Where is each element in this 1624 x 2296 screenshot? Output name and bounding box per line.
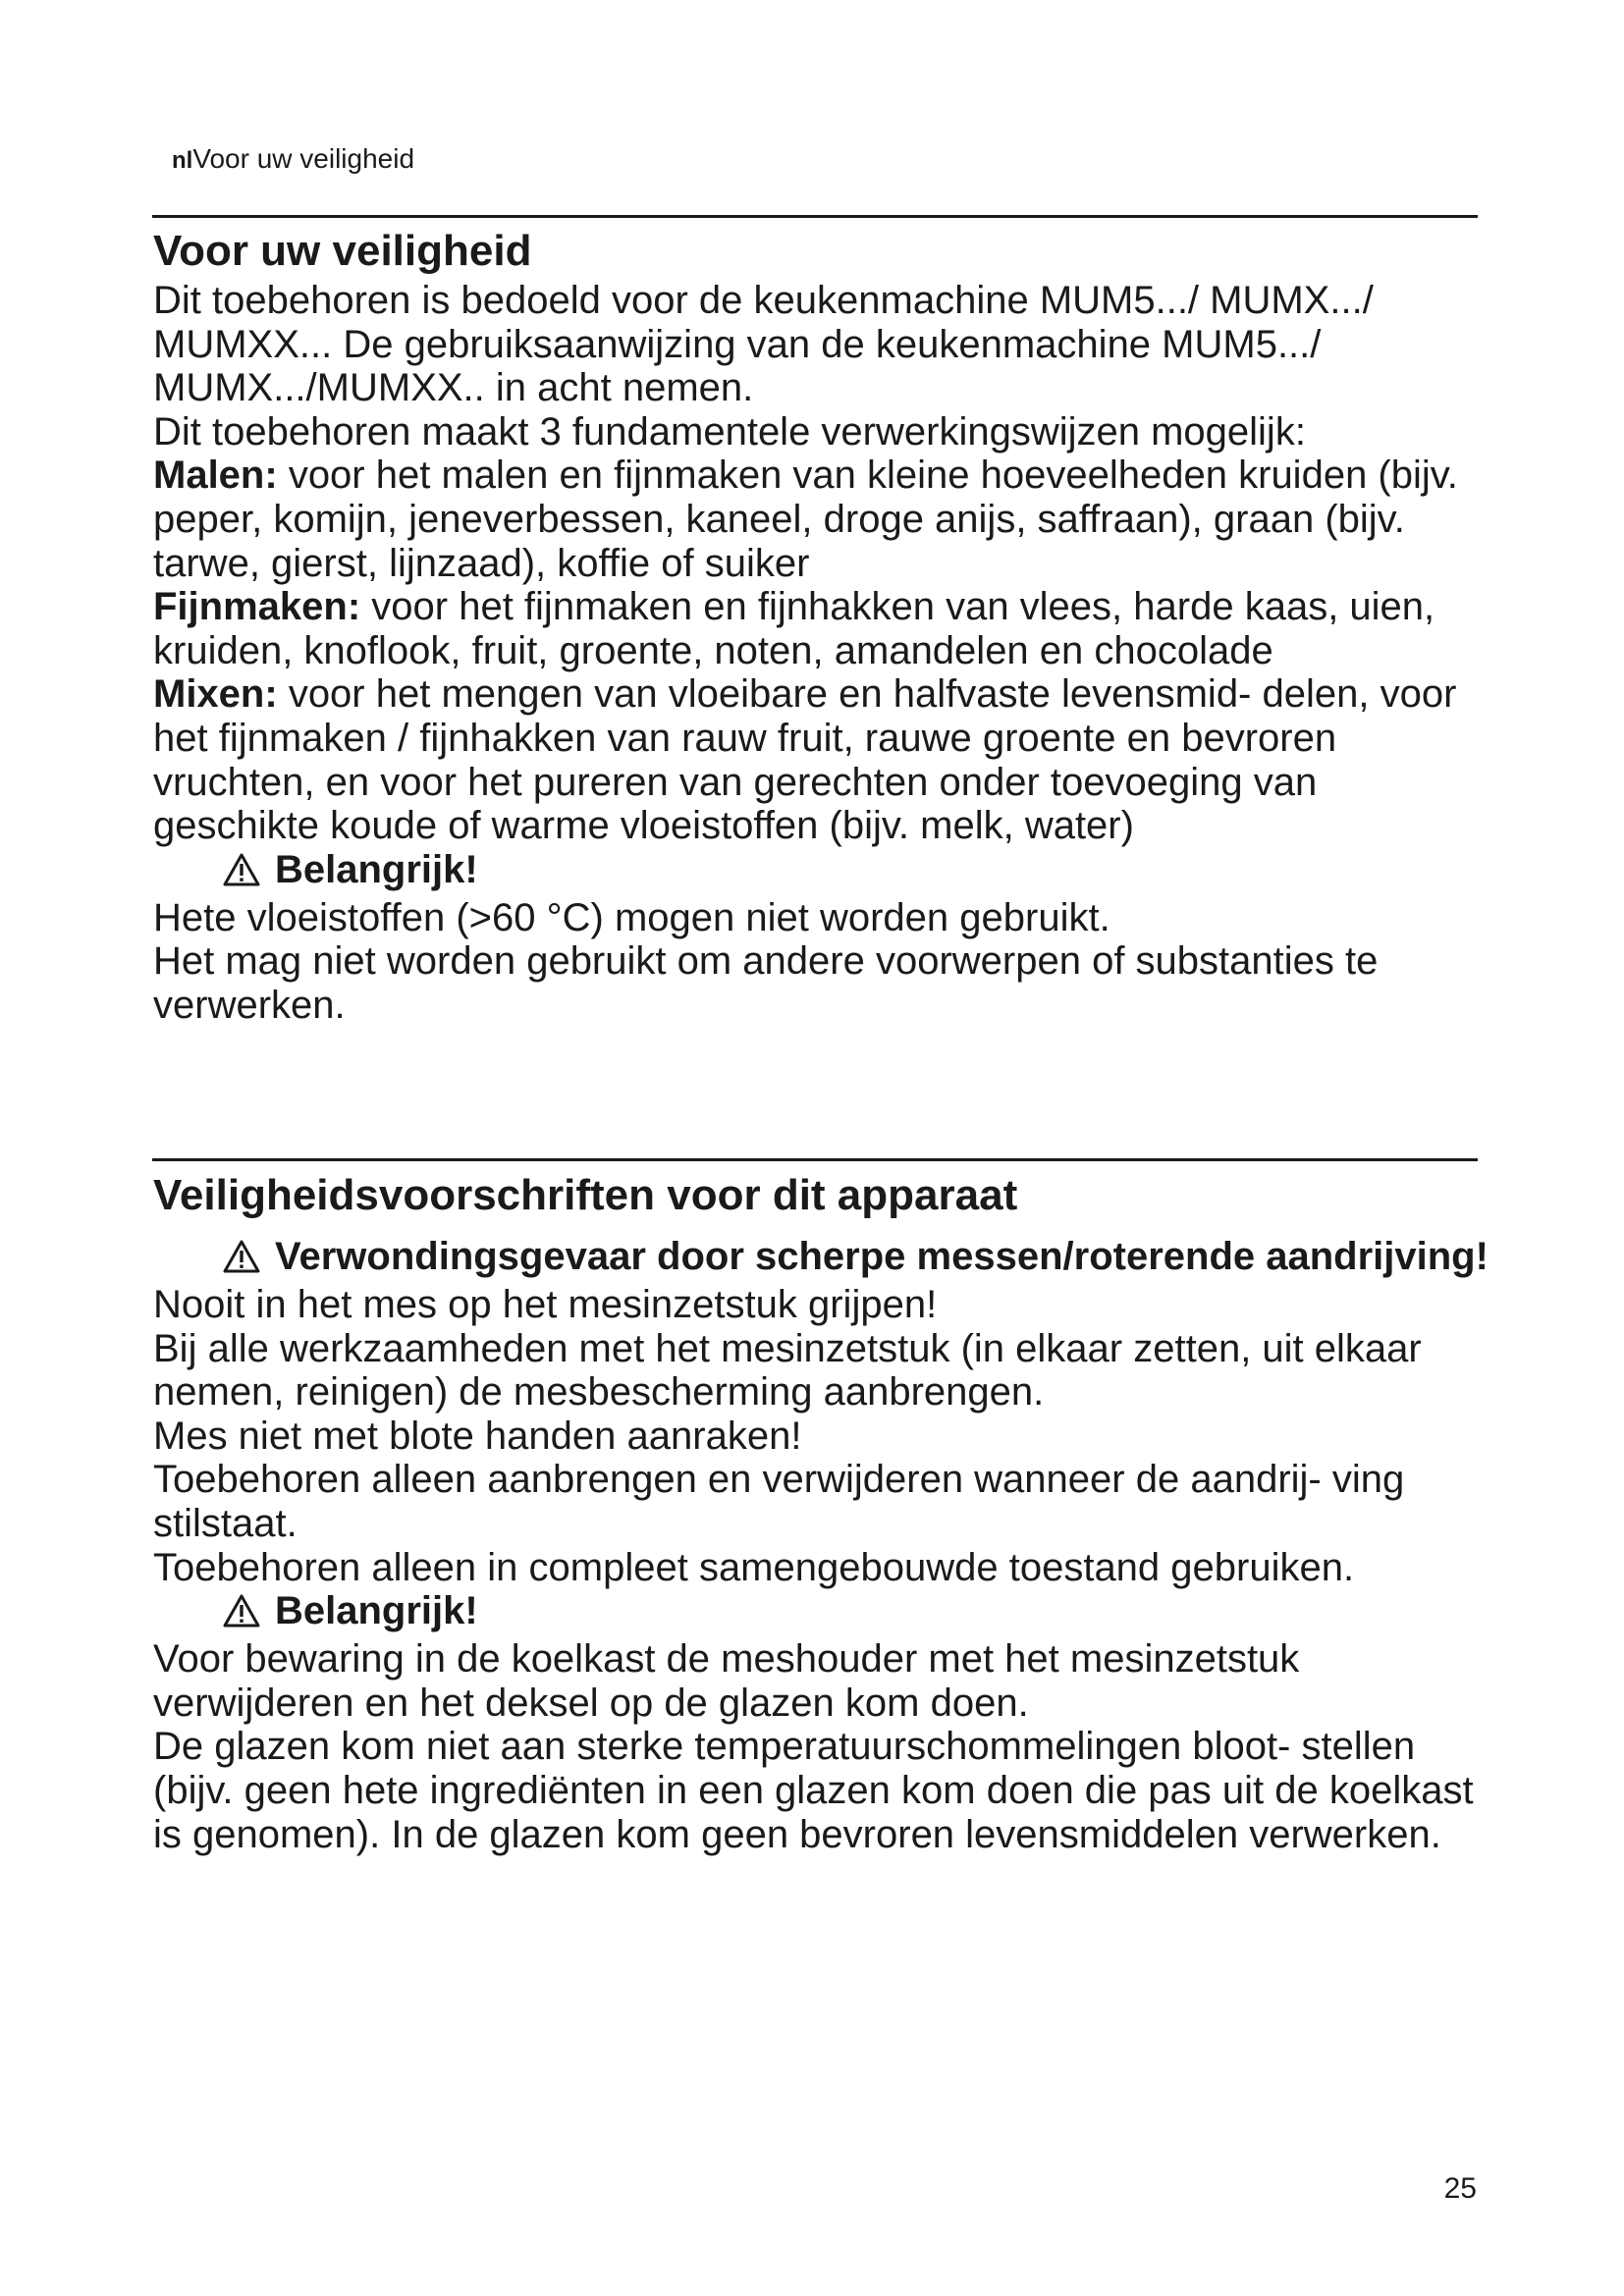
warning-line: Hete vloeistoffen (>60 °C) mogen niet worden gebruikt. xyxy=(153,895,1110,939)
warning-line: Mes niet met blote handen aanraken! xyxy=(153,1414,802,1458)
mode-term: Mixen: xyxy=(153,672,278,717)
warning-triangle-icon xyxy=(222,1593,261,1637)
warning-line: Toebehoren alleen aanbrengen en verwijderen wanneer de aandrij- ving stilstaat. xyxy=(153,1458,1405,1545)
section-title: Voor uw veiligheid xyxy=(153,227,532,275)
warning-title: Belangrijk! xyxy=(275,1589,478,1633)
language-code: nl xyxy=(172,147,193,174)
section-title: Veiligheidsvoorschriften voor dit apparaat xyxy=(153,1171,1018,1219)
warning-line: Voor bewaring in de koelkast de meshouder met het mesinzetstuk verwijderen en het deksel op de glazen kom doen. xyxy=(153,1637,1300,1725)
running-header-title: Voor uw veiligheid xyxy=(192,143,415,174)
mode-paragraph-malen xyxy=(153,454,1489,585)
mode-term: Fijnmaken: xyxy=(153,585,361,629)
mode-paragraph-fijnmaken xyxy=(153,585,1489,672)
section-divider xyxy=(152,215,1478,218)
warning-heading xyxy=(153,848,1489,896)
warning-triangle-icon xyxy=(222,852,261,896)
warning-title: Verwondingsgevaar door scherpe messen/roterende aandrijving! xyxy=(275,1235,1489,1278)
warning-title: Belangrijk! xyxy=(275,847,478,891)
mode-paragraph-mixen xyxy=(153,672,1489,847)
mode-text: voor het mengen van vloeibare en halfvaste levensmid- delen, voor het fijnmaken / fijnhakken van rauw fruit, rauwe groente en bevroren vruchten, en voor het pureren van gerechten onder toevoeging van geschikte koude of warme vloeistoffen (bijv. melk, water) xyxy=(153,672,1457,848)
section-safety xyxy=(153,224,1489,1028)
warning-line: Nooit in het mes op het mesinzetstuk grijpen! xyxy=(153,1283,938,1326)
intro-paragraph: Dit toebehoren maakt 3 fundamentele verwerkingswijzen mogelijk: xyxy=(153,409,1306,454)
warning-triangle-icon xyxy=(222,1239,261,1283)
mode-term: Malen: xyxy=(153,454,278,498)
section-appliance-safety xyxy=(153,1168,1489,1856)
warning-line: De glazen kom niet aan sterke temperatuurschommelingen bloot- stellen (bijv. geen hete ingrediënten in een glazen kom doen die pas uit de koelkast is genomen). In de glazen kom geen bevroren levensmiddelen verwerken. xyxy=(153,1725,1474,1856)
mode-text: voor het malen en fijnmaken van kleine hoeveelheden kruiden (bijv. peper, komijn, jeneverbessen, kaneel, droge anijs, saffraan), graan (bijv. tarwe, gierst, lijnzaad), koffie of suiker xyxy=(153,454,1458,585)
warning-line: Bij alle werkzaamheden met het mesinzetstuk (in elkaar zetten, uit elkaar nemen, reinigen) de mesbescherming aanbrengen. xyxy=(153,1326,1422,1415)
intro-paragraph: Dit toebehoren is bedoeld voor de keukenmachine MUM5.../ MUMX.../ MUMXX... De gebruiksaanwijzing van de keukenmachine MUM5.../ MUMX.../MUMXX.. in acht nemen. xyxy=(153,279,1374,410)
mode-text: voor het fijnmaken en fijnhakken van vlees, harde kaas, uien, kruiden, knoflook, fruit, groente, noten, amandelen en chocolade xyxy=(153,585,1435,672)
section-divider xyxy=(152,1158,1478,1161)
page-number: 25 xyxy=(1443,2172,1477,2205)
warning-line: Het mag niet worden gebruikt om andere voorwerpen of substanties te verwerken. xyxy=(153,939,1379,1027)
running-header xyxy=(172,143,414,175)
warning-line: Toebehoren alleen in compleet samengebouwde toestand gebruiken. xyxy=(153,1545,1355,1589)
warning-heading xyxy=(153,1589,1489,1637)
warning-heading xyxy=(153,1235,1489,1283)
